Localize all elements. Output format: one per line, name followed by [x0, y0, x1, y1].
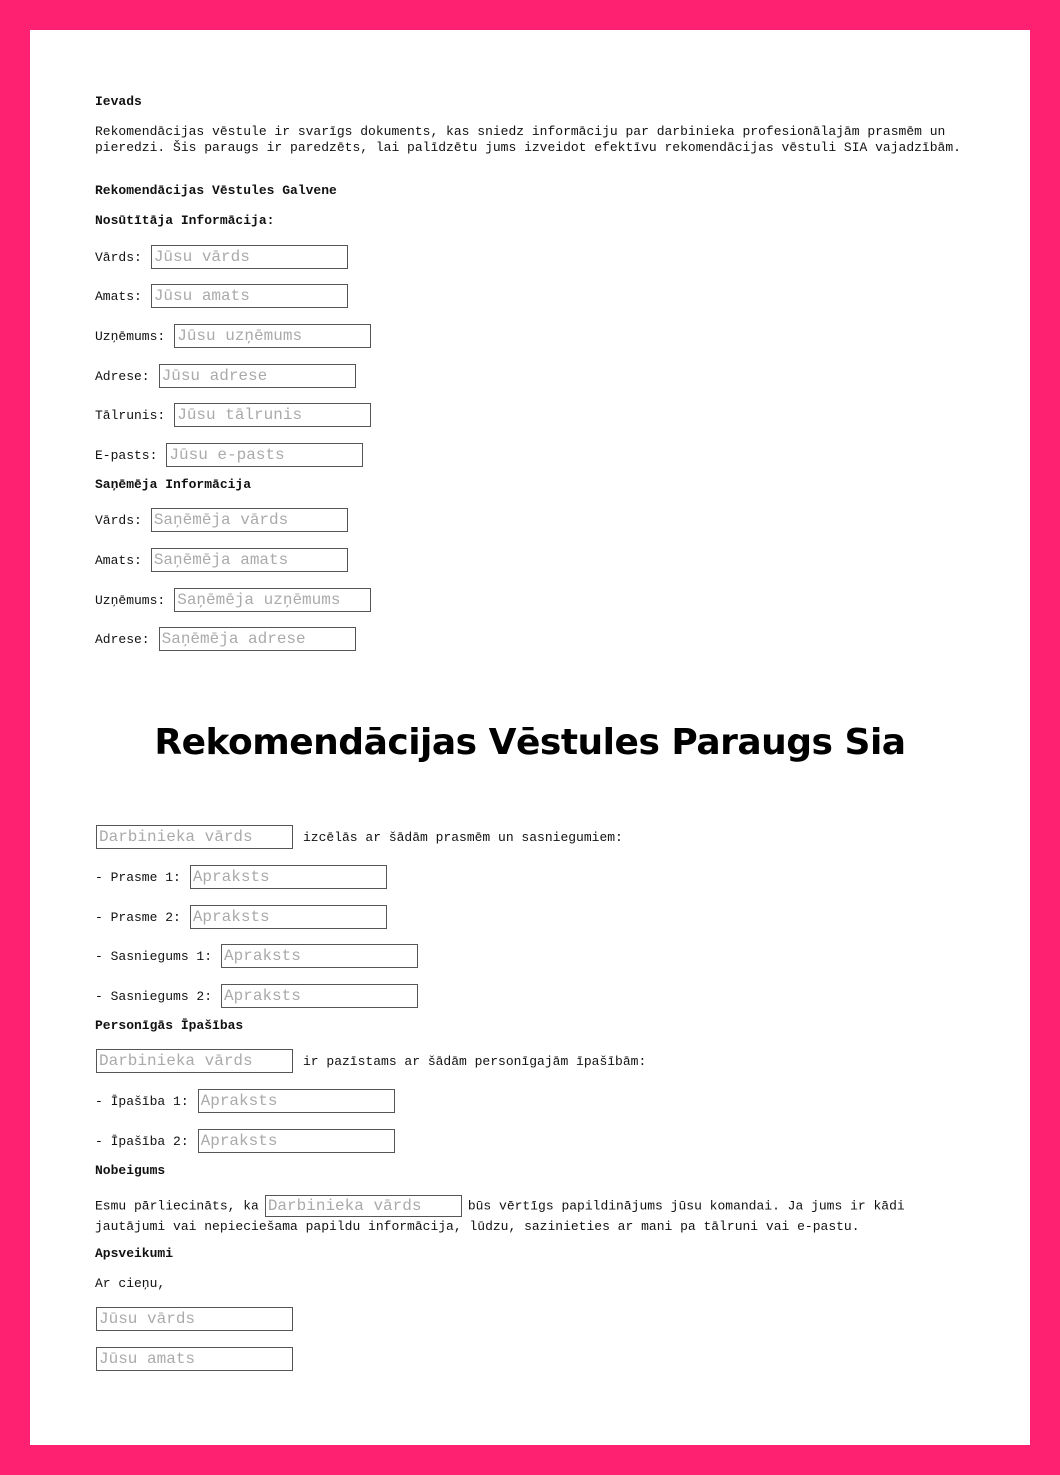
field-label: Amats: — [95, 288, 142, 304]
signature-position-row — [95, 1347, 293, 1371]
skill-2-row — [95, 905, 387, 929]
trait-1-row — [95, 1089, 395, 1113]
sender-email-input[interactable] — [166, 443, 363, 467]
field-label: Tālrunis: — [95, 407, 166, 423]
field-label: - Prasme 2: — [95, 909, 181, 925]
employee-name-input[interactable] — [265, 1195, 462, 1217]
achievement-1-row — [95, 944, 418, 968]
field-label: Amats: — [95, 552, 142, 568]
recipient-name-input[interactable] — [151, 508, 348, 532]
sender-phone-row — [95, 403, 371, 427]
field-label: E-pasts: — [95, 447, 158, 463]
skill-1-input[interactable] — [190, 865, 387, 889]
achievement-2-input[interactable] — [221, 984, 418, 1008]
personal-intro-row — [95, 1049, 646, 1073]
regards-text: Ar cieņu, — [95, 1276, 166, 1291]
recipient-company-input[interactable] — [174, 588, 371, 612]
recipient-name-row — [95, 508, 348, 532]
regards-heading: Apsveikumi — [95, 1246, 174, 1261]
skill-2-input[interactable] — [190, 905, 387, 929]
field-label: - Sasniegums 1: — [95, 948, 213, 964]
sender-company-input[interactable] — [174, 324, 371, 348]
sender-address-input[interactable] — [159, 364, 356, 388]
page-title: Rekomendācijas Vēstules Paraugs Sia — [154, 722, 906, 763]
letter-header-heading: Rekomendācijas Vēstules Galvene — [95, 183, 337, 198]
field-label: - Īpašība 1: — [95, 1093, 189, 1109]
field-label: - Prasme 1: — [95, 869, 181, 885]
recipient-position-row — [95, 548, 348, 572]
skills-intro-row — [95, 825, 623, 849]
sender-name-row — [95, 245, 348, 269]
field-label: Uzņēmums: — [95, 592, 166, 608]
trait-2-row — [95, 1129, 395, 1153]
signature-position-input[interactable] — [96, 1347, 293, 1371]
recipient-address-row — [95, 627, 356, 651]
achievement-2-row — [95, 984, 418, 1008]
sender-phone-input[interactable] — [174, 403, 371, 427]
intro-heading: Ievads — [95, 94, 142, 109]
trait-2-input[interactable] — [198, 1129, 395, 1153]
sender-address-row — [95, 364, 356, 388]
sender-name-input[interactable] — [151, 245, 348, 269]
recipient-company-row — [95, 588, 371, 612]
field-label: Adrese: — [95, 368, 150, 384]
personal-intro-text: ir pazīstams ar šādām personīgajām īpašībām: — [303, 1053, 647, 1069]
closing-paragraph — [95, 1195, 975, 1237]
sender-heading: Nosūtītāja Informācija: — [95, 213, 275, 228]
recipient-position-input[interactable] — [151, 548, 348, 572]
sender-position-input[interactable] — [151, 284, 348, 308]
field-label: - Sasniegums 2: — [95, 988, 213, 1004]
recipient-heading: Saņēmēja Informācija — [95, 477, 252, 492]
closing-text-after: būs vērtīgs papildinājums jūsu komandai. Ja jums ir kādi jautājumi vai nepieciešama papildu informācija, lūdzu, sazinieties ar mani pa tālruni vai e-pastu. — [95, 1198, 905, 1234]
employee-name-input[interactable] — [96, 825, 293, 849]
document-page — [30, 30, 1030, 1445]
recipient-address-input[interactable] — [159, 627, 356, 651]
trait-1-input[interactable] — [198, 1089, 395, 1113]
closing-heading: Nobeigums — [95, 1163, 166, 1178]
sender-company-row — [95, 324, 371, 348]
employee-name-input[interactable] — [96, 1049, 293, 1073]
field-label: Vārds: — [95, 249, 142, 265]
closing-text-before: Esmu pārliecināts, ka — [95, 1198, 259, 1214]
sender-email-row — [95, 443, 363, 467]
field-label: Adrese: — [95, 631, 150, 647]
sender-position-row — [95, 284, 348, 308]
intro-text: Rekomendācijas vēstule ir svarīgs dokuments, kas sniedz informāciju par darbinieka profesionālajām prasmēm un pieredzi. Šis paraugs ir paredzēts, lai palīdzētu jums izveidot efektīvu rekomendācijas vēstuli SIA vajadzībām. — [95, 124, 961, 155]
skills-intro-text: izcēlās ar šādām prasmēm un sasniegumiem: — [303, 829, 623, 845]
signature-name-row — [95, 1307, 293, 1331]
field-label: - Īpašība 2: — [95, 1133, 189, 1149]
signature-name-input[interactable] — [96, 1307, 293, 1331]
personal-heading: Personīgās Īpašības — [95, 1018, 244, 1033]
field-label: Vārds: — [95, 512, 142, 528]
achievement-1-input[interactable] — [221, 944, 418, 968]
field-label: Uzņēmums: — [95, 328, 166, 344]
skill-1-row — [95, 865, 387, 889]
